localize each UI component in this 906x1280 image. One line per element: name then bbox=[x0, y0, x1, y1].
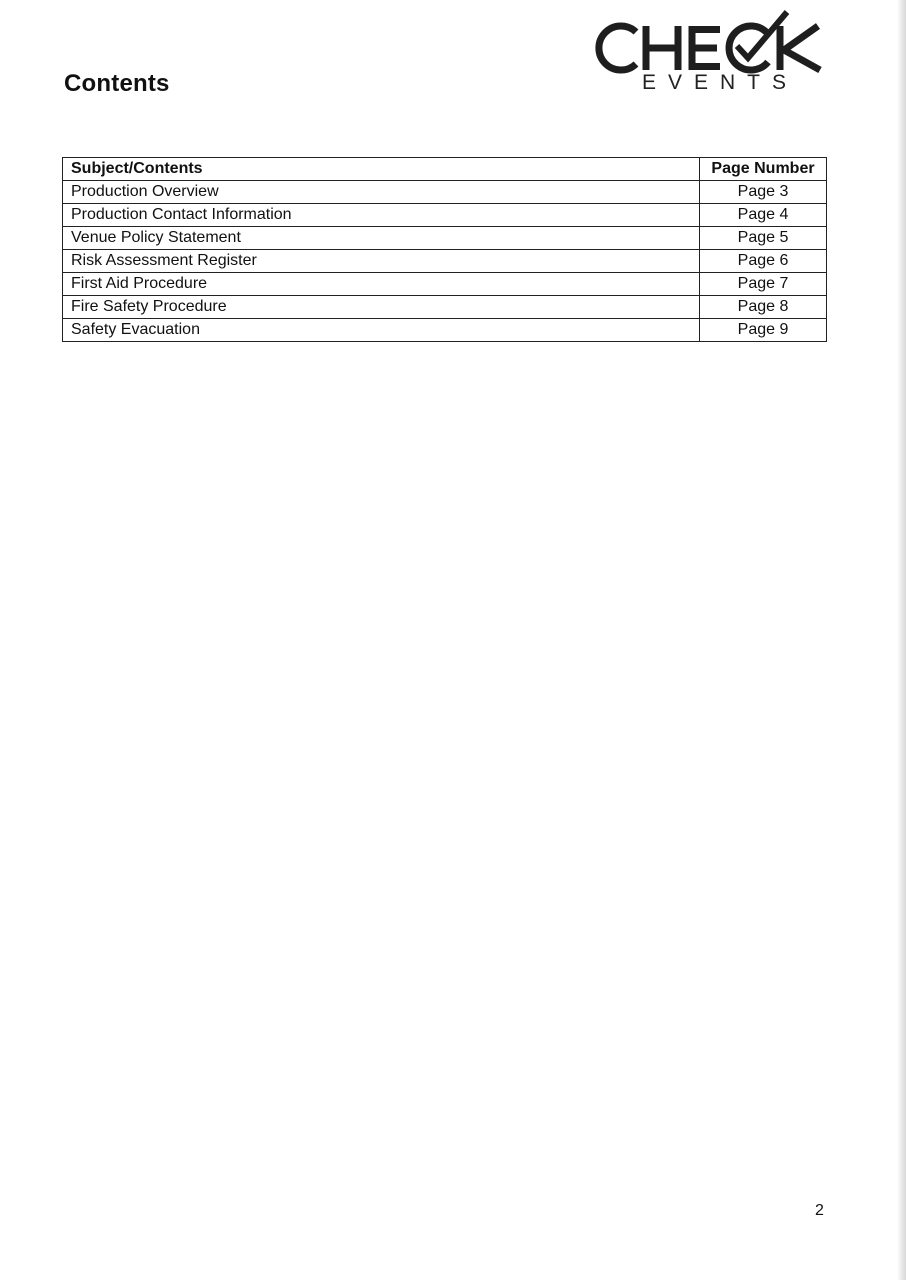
page-number-column-header: Page Number bbox=[700, 158, 827, 181]
logo-subtitle: EVENTS bbox=[642, 71, 799, 94]
row-page: Page 7 bbox=[700, 273, 827, 296]
table-row bbox=[63, 296, 827, 319]
row-page: Page 9 bbox=[700, 319, 827, 342]
contents-table bbox=[62, 157, 827, 342]
row-page: Page 4 bbox=[700, 204, 827, 227]
row-page: Page 5 bbox=[700, 227, 827, 250]
table-row bbox=[63, 250, 827, 273]
row-page: Page 3 bbox=[700, 181, 827, 204]
row-subject: Safety Evacuation bbox=[63, 319, 700, 342]
row-subject: Production Overview bbox=[63, 181, 700, 204]
row-subject: Risk Assessment Register bbox=[63, 250, 700, 273]
table-row bbox=[63, 204, 827, 227]
row-subject: Venue Policy Statement bbox=[63, 227, 700, 250]
table-row bbox=[63, 319, 827, 342]
table-row bbox=[63, 227, 827, 250]
page-title: Contents bbox=[64, 70, 170, 97]
table-header-row bbox=[63, 158, 827, 181]
table-row bbox=[63, 181, 827, 204]
table-row bbox=[63, 273, 827, 296]
row-page: Page 6 bbox=[700, 250, 827, 273]
row-page: Page 8 bbox=[700, 296, 827, 319]
page-edge-shadow bbox=[897, 0, 906, 1280]
subject-column-header: Subject/Contents bbox=[63, 158, 700, 181]
row-subject: First Aid Procedure bbox=[63, 273, 700, 296]
row-subject: Fire Safety Procedure bbox=[63, 296, 700, 319]
footer-page-number: 2 bbox=[815, 1202, 824, 1219]
row-subject: Production Contact Information bbox=[63, 204, 700, 227]
